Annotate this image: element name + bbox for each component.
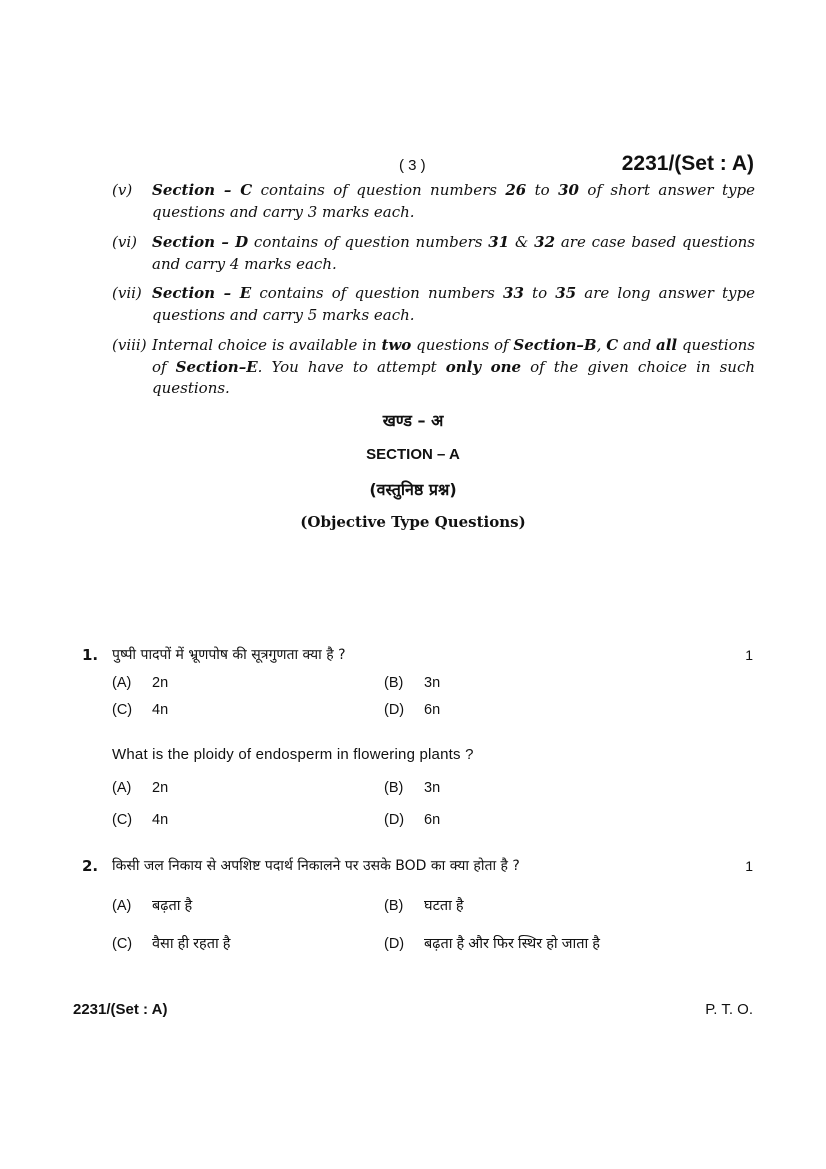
option — [112, 895, 192, 915]
question-number: 2. — [82, 857, 99, 875]
option-label: (B) — [384, 675, 404, 691]
question-marks: 1 — [745, 858, 753, 874]
instruction-item — [112, 232, 755, 275]
option-label: (C) — [112, 702, 133, 718]
option — [384, 702, 440, 718]
option — [384, 675, 440, 691]
option-text: 4n — [152, 812, 169, 828]
footer-pto: P. T. O. — [705, 1001, 753, 1018]
question-marks: 1 — [745, 647, 753, 663]
section-subheading-hindi: (वस्तुनिष्ठ प्रश्न) — [369, 480, 457, 499]
question-text-hindi: पुष्पी पादपों में भ्रूणपोष की सूत्रगुणता क्या है ? — [112, 647, 346, 663]
section-heading-hindi: खण्ड – अ — [382, 411, 444, 430]
option — [112, 933, 231, 953]
option-label: (D) — [384, 702, 405, 718]
section-heading: SECTION – A — [366, 446, 460, 463]
option — [112, 812, 168, 828]
option-label: (A) — [112, 780, 132, 796]
option-label: (C) — [112, 936, 133, 952]
option-text: 6n — [424, 702, 441, 718]
question-text-english: What is the ploidy of endosperm in flowering plants ? — [112, 746, 474, 763]
option-text: घटता है — [424, 898, 464, 914]
instruction-text: Section – D contains of question numbers 31 & 32 are case based questions and carry 4 marks each. — [152, 233, 756, 273]
instruction-number: (vi) — [112, 233, 137, 251]
option-label: (B) — [384, 898, 404, 914]
option — [112, 702, 168, 718]
option-text: बढ़ता है और फिर स्थिर हो जाता है — [424, 936, 600, 952]
option-text: 4n — [152, 702, 169, 718]
option — [112, 780, 168, 796]
option-text: 2n — [152, 675, 169, 691]
option — [112, 675, 168, 691]
option-text: 3n — [424, 675, 441, 691]
option — [384, 812, 440, 828]
instruction-item — [112, 335, 755, 400]
instruction-item — [112, 180, 755, 223]
instruction-text: Section – C contains of question numbers 26 to 30 of short answer type questions and carry 3 marks each. — [152, 181, 755, 221]
question-number: 1. — [82, 646, 99, 664]
option-text: 2n — [152, 780, 169, 796]
option-text: वैसा ही रहता है — [152, 936, 231, 952]
option-label: (C) — [112, 812, 133, 828]
option — [384, 895, 464, 915]
instruction-item — [112, 283, 755, 326]
option-text: 6n — [424, 812, 441, 828]
option-label: (A) — [112, 675, 132, 691]
page-number: ( 3 ) — [399, 157, 426, 174]
option-text: बढ़ता है — [152, 898, 193, 914]
option-text: 3n — [424, 780, 441, 796]
instruction-number: (viii) — [112, 336, 147, 354]
section-subheading: (Objective Type Questions) — [300, 513, 526, 531]
option-label: (A) — [112, 898, 132, 914]
option-label: (B) — [384, 780, 404, 796]
instruction-number: (v) — [112, 181, 133, 199]
question-text-hindi: किसी जल निकाय से अपशिष्ट पदार्थ निकालने पर उसके BOD का क्या होता है ? — [112, 858, 520, 874]
option-label: (D) — [384, 936, 405, 952]
instruction-text: Internal choice is available in two questions of Section–B, C and all questions of Section–E. You have to attempt only one of the given choice in such questions. — [152, 336, 756, 397]
footer-paper-code: 2231/(Set : A) — [73, 1001, 168, 1018]
instruction-text: Section – E contains of question numbers 33 to 35 are long answer type questions and carry 5 marks each. — [152, 284, 755, 324]
option — [384, 933, 600, 953]
option-label: (D) — [384, 812, 405, 828]
option — [384, 780, 440, 796]
instruction-number: (vii) — [112, 284, 142, 302]
paper-code-header: 2231/(Set : A) — [621, 152, 754, 175]
